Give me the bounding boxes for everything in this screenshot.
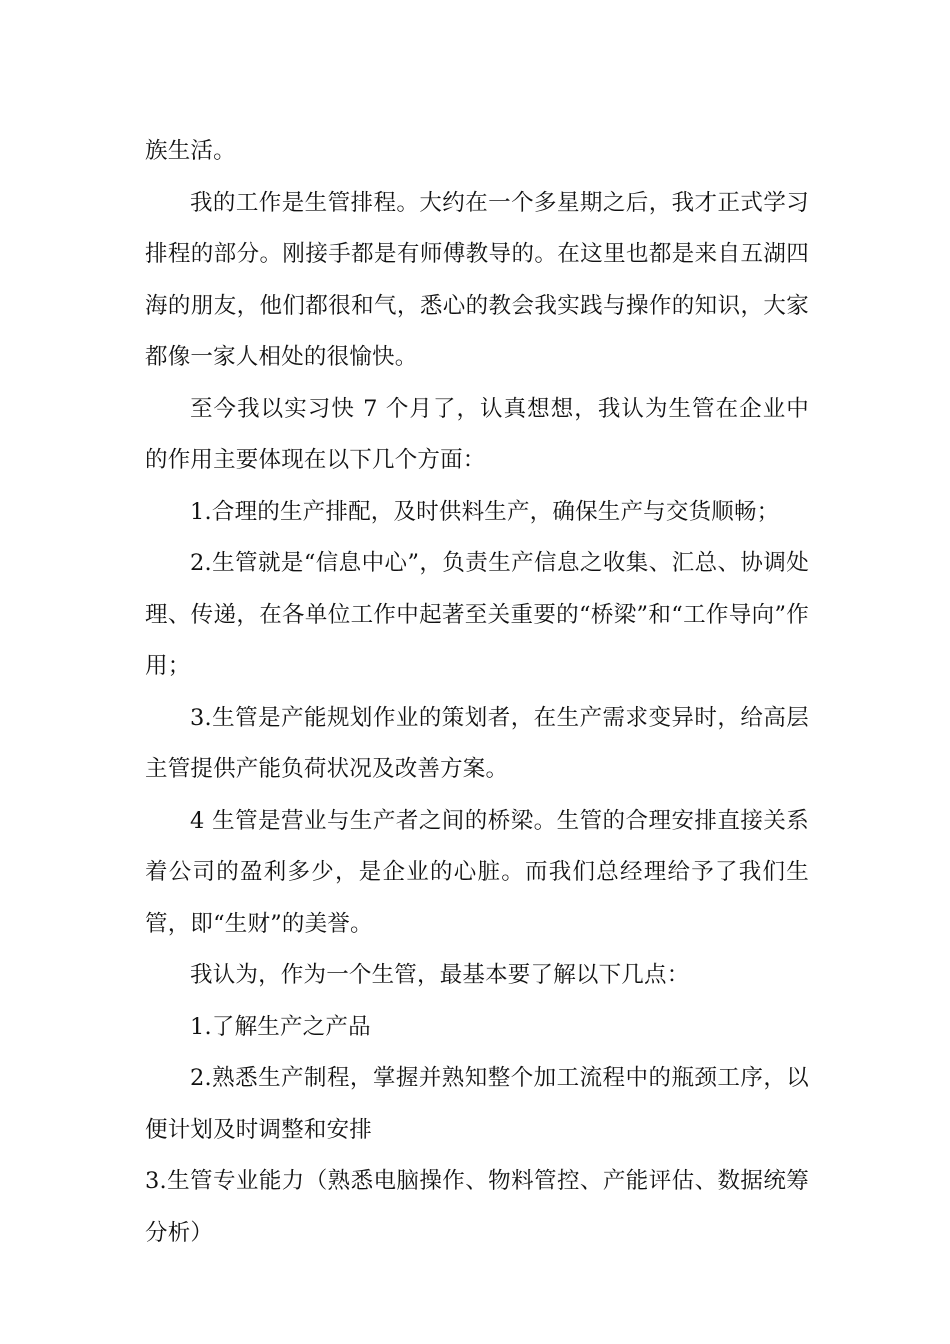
- list-item: 3.生管是产能规划作业的策划者，在生产需求变异时，给高层主管提供产能负荷状况及改善方案。: [145, 704, 809, 782]
- paragraph: 至今我以实习快 7 个月了，认真想想，我认为生管在企业中的作用主要体现在以下几个方面：: [145, 395, 809, 473]
- list-item: 1.了解生产之产品: [190, 1013, 371, 1040]
- list-item: 3.生管专业能力（熟悉电脑操作、物料管控、产能评估、数据统筹分析）: [145, 1168, 809, 1246]
- list-item: 4 生管是营业与生产者之间的桥梁。生管的合理安排直接关系着公司的盈利多少，是企业的心脏。而我们总经理给予了我们生管，即“生财”的美誉。: [145, 807, 809, 937]
- list-item: 1.合理的生产排配，及时供料生产，确保生产与交货顺畅；: [190, 498, 780, 525]
- document-body: [145, 126, 809, 1259]
- paragraph: 我的工作是生管排程。大约在一个多星期之后，我才正式学习排程的部分。刚接手都是有师傅教导的。在这里也都是来自五湖四海的朋友，他们都很和气，悉心的教会我实践与操作的知识，大家都像一家人相处的很愉快。: [145, 189, 809, 370]
- list-item: 2.熟悉生产制程，掌握并熟知整个加工流程中的瓶颈工序，以便计划及时调整和安排: [145, 1065, 809, 1143]
- paragraph: 族生活。: [145, 138, 236, 164]
- paragraph: 我认为，作为一个生管，最基本要了解以下几点：: [190, 962, 690, 988]
- list-item: 2.生管就是“信息中心”，负责生产信息之收集、汇总、协调处理、传递，在各单位工作中起著至关重要的“桥梁”和“工作导向”作用；: [145, 550, 809, 679]
